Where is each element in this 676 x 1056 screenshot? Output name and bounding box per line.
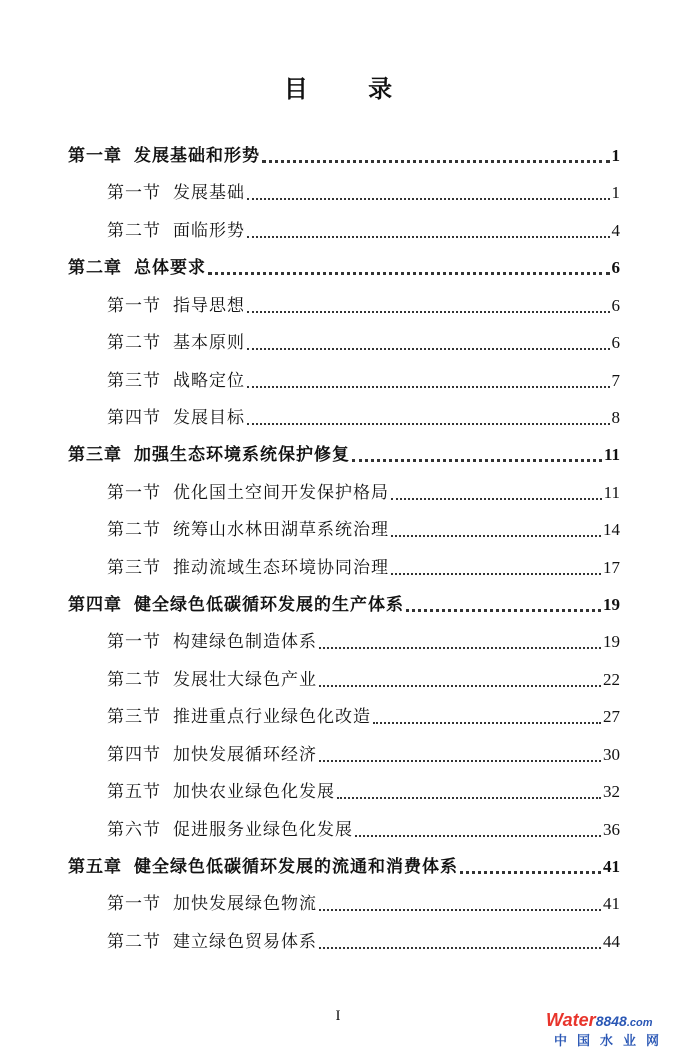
toc-entry-title: 发展基础和形势	[134, 146, 260, 166]
toc-entry-title: 发展目标	[173, 407, 245, 428]
toc-entry-label	[107, 480, 389, 506]
dot-leader	[319, 685, 601, 687]
toc-entry-label	[68, 592, 404, 618]
toc-entry-title: 指导思想	[173, 295, 245, 316]
dot-leader	[247, 311, 610, 313]
dot-leader	[460, 871, 601, 874]
toc-entry-number: 第五节	[107, 782, 161, 803]
toc-section-entry[interactable]	[107, 929, 620, 955]
toc-entry-number: 第五章	[68, 856, 122, 877]
toc-entry-number: 第一节	[107, 482, 161, 503]
dot-leader	[247, 348, 610, 350]
toc-entry-number: 第二节	[107, 669, 161, 690]
toc-entry-title: 加快发展绿色物流	[173, 894, 317, 915]
toc-entry-page: 30	[603, 744, 620, 764]
toc-entry-label	[107, 293, 245, 319]
toc-chapter-entry[interactable]	[68, 854, 620, 880]
toc-entry-title: 基本原则	[173, 333, 245, 354]
toc-entry-number: 第一节	[107, 632, 161, 653]
toc-entry-page: 41	[603, 856, 620, 876]
toc-section-entry[interactable]	[107, 817, 620, 843]
toc-entry-number: 第一节	[107, 183, 161, 204]
toc-entry-number: 第一章	[68, 146, 122, 166]
toc-entry-number: 第一节	[107, 295, 161, 316]
toc-entry-title: 推动流域生态环境协同治理	[173, 557, 389, 578]
page-number: I	[335, 1008, 341, 1024]
toc-section-entry[interactable]	[107, 704, 620, 730]
toc-entry-label	[107, 405, 245, 431]
toc-entry-page: 1	[611, 146, 620, 165]
toc-entry-label	[107, 180, 245, 206]
toc-section-entry[interactable]	[107, 368, 620, 394]
toc-entry-number: 第六节	[107, 819, 161, 840]
toc-entry-number: 第三节	[107, 707, 161, 728]
toc-entry-title: 健全绿色低碳循环发展的生产体系	[134, 595, 404, 616]
dot-leader	[247, 423, 610, 425]
dot-leader	[337, 797, 601, 799]
toc-entry-number: 第三节	[107, 370, 161, 391]
toc-entry-title: 推进重点行业绿色化改造	[173, 707, 371, 728]
toc-entry-title: 发展壮大绿色产业	[173, 669, 317, 690]
dot-leader	[352, 459, 602, 462]
watermark-logo-text: Water8848.com	[546, 1010, 653, 1030]
toc-entry-label	[107, 368, 245, 394]
page-title: 目 录	[283, 75, 419, 103]
toc-entry-page: 4	[611, 220, 620, 240]
toc-entry-title: 总体要求	[134, 258, 206, 279]
toc-entry-number: 第四节	[107, 744, 161, 765]
toc-section-entry[interactable]	[107, 629, 620, 655]
toc-section-entry[interactable]	[107, 555, 620, 581]
dot-leader	[406, 609, 601, 612]
toc-entry-page: 6	[611, 333, 620, 353]
toc-section-entry[interactable]	[107, 517, 620, 543]
toc-entry-label	[107, 742, 317, 768]
toc-section-entry[interactable]	[107, 891, 620, 917]
toc-entry-page: 1	[611, 183, 620, 203]
toc-entry-page: 17	[603, 557, 620, 577]
toc-entry-page: 6	[611, 295, 620, 315]
dot-leader	[319, 909, 601, 911]
dot-leader	[247, 236, 610, 238]
dot-leader	[391, 498, 602, 500]
toc-entry-title: 面临形势	[173, 220, 245, 241]
toc-section-entry[interactable]	[107, 218, 620, 244]
toc-entry-title: 优化国土空间开发保护格局	[173, 482, 389, 503]
toc-section-entry[interactable]	[107, 667, 620, 693]
toc-entry-title: 统筹山水林田湖草系统治理	[173, 520, 389, 541]
toc-entry-page: 14	[603, 520, 620, 540]
toc-entry-label	[107, 779, 335, 805]
toc-entry-label	[68, 442, 350, 468]
dot-leader	[391, 535, 601, 537]
toc-entry-title: 加强生态环境系统保护修复	[134, 445, 350, 466]
toc-entry-label	[107, 629, 317, 655]
toc-chapter-entry[interactable]	[68, 255, 620, 281]
watermark-logo	[546, 1010, 672, 1052]
toc-entry-page: 41	[603, 894, 620, 914]
toc-chapter-entry[interactable]	[68, 442, 620, 468]
toc-entry-page: 8	[611, 407, 620, 427]
toc-entry-page: 19	[603, 632, 620, 652]
toc-entry-label	[107, 218, 245, 244]
toc-entry-page: 11	[603, 482, 620, 502]
dot-leader	[319, 760, 601, 762]
toc-entry-label	[107, 667, 317, 693]
toc-entry-label	[107, 330, 245, 356]
toc-section-entry[interactable]	[107, 293, 620, 319]
toc-entry-title: 发展基础	[173, 183, 245, 204]
dot-leader	[319, 647, 601, 649]
toc-section-entry[interactable]	[107, 480, 620, 506]
toc-entry-title: 构建绿色制造体系	[173, 632, 317, 653]
dot-leader	[355, 835, 601, 837]
dot-leader	[373, 722, 601, 724]
toc-entry-page: 11	[603, 445, 620, 465]
toc-section-entry[interactable]	[107, 742, 620, 768]
toc-entry-label	[107, 817, 353, 843]
toc-section-entry[interactable]	[107, 180, 620, 206]
toc-chapter-entry[interactable]	[68, 592, 620, 618]
toc-entry-label	[107, 517, 389, 543]
toc-section-entry[interactable]	[107, 779, 620, 805]
dot-leader	[391, 573, 601, 575]
toc-entry-number: 第三节	[107, 557, 161, 578]
toc-entry-title: 建立绿色贸易体系	[173, 931, 317, 952]
toc-entry-page: 6	[611, 258, 620, 278]
toc-entry-number: 第二节	[107, 931, 161, 952]
toc-entry-number: 第二节	[107, 520, 161, 541]
dot-leader	[262, 160, 610, 163]
toc-entry-label	[68, 255, 206, 281]
toc-entry-number: 第二节	[107, 333, 161, 354]
toc-entry-title: 战略定位	[173, 370, 245, 391]
toc-entry-number: 第一节	[107, 894, 161, 915]
toc-entry-number: 第二章	[68, 258, 122, 279]
toc-entry-title: 加快发展循环经济	[173, 744, 317, 765]
toc-entry-title: 健全绿色低碳循环发展的流通和消费体系	[134, 856, 458, 877]
toc-entry-page: 22	[603, 669, 620, 689]
toc-entry-number: 第二节	[107, 220, 161, 241]
dot-leader	[319, 947, 601, 949]
toc-entry-page: 36	[603, 819, 620, 839]
toc-section-entry[interactable]	[107, 330, 620, 356]
toc-entry-page: 44	[603, 931, 620, 951]
toc-entry-label	[107, 704, 371, 730]
toc-entry-number: 第三章	[68, 445, 122, 466]
toc-entry-page: 19	[603, 595, 620, 615]
toc-section-entry[interactable]	[107, 405, 620, 431]
toc-entry-label	[107, 555, 389, 581]
toc-entry-number: 第四章	[68, 595, 122, 616]
toc-entry-label	[107, 929, 317, 955]
toc-entry-title: 促进服务业绿色化发展	[173, 819, 353, 840]
toc-entry-page: 27	[603, 707, 620, 727]
toc-entry-label	[68, 143, 260, 169]
dot-leader	[208, 272, 610, 275]
toc-entry-number: 第四节	[107, 407, 161, 428]
toc-entry-title: 加快农业绿色化发展	[173, 782, 335, 803]
toc-entry-label	[107, 891, 317, 917]
watermark-cn-text: 中国水业网	[554, 1034, 670, 1049]
toc-entry-page: 32	[603, 782, 620, 802]
toc-entry-label	[68, 854, 458, 880]
toc-chapter-entry[interactable]	[68, 143, 620, 169]
dot-leader	[247, 198, 610, 200]
toc-entry-page: 7	[611, 370, 620, 390]
dot-leader	[247, 386, 610, 388]
